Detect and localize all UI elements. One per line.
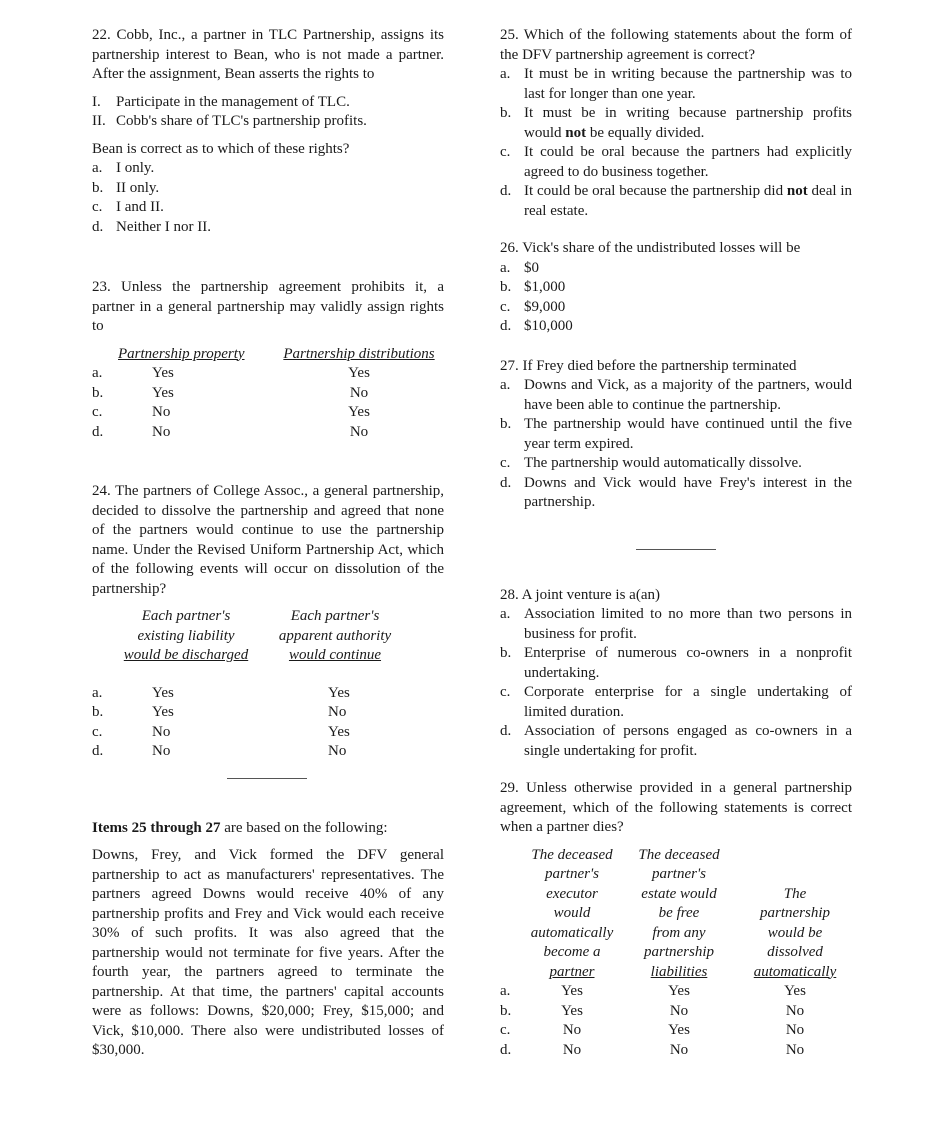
answer-option[interactable]: c. The partnership would automatically dissolve. xyxy=(500,455,802,471)
answer-option[interactable]: d. It could be oral because the partnership did not deal in real estate. xyxy=(500,183,853,219)
items-25-27-passage xyxy=(92,819,444,1061)
answer-option[interactable]: b. II only. xyxy=(92,179,160,196)
table-row[interactable]: c. No Yes xyxy=(92,404,370,420)
table-row[interactable]: a. Yes Yes Yes xyxy=(500,983,806,999)
question-23-stem: 23. Unless the partnership agreement prohibits it, a partner in a general partnership may validly assign rights to xyxy=(92,279,444,334)
table-row[interactable]: b. Yes No xyxy=(92,384,369,401)
question-22-prompt: Bean is correct as to which of these rights? xyxy=(92,140,350,157)
question-27-stem: 27. If Frey died before the partnership terminated xyxy=(500,357,797,374)
question-26-stem: 26. Vick's share of the undistributed losses will be xyxy=(500,240,801,256)
answer-table-23 xyxy=(92,345,444,443)
question-24-stem: 24. The partners of College Assoc., a general partnership, decided to dissolve the partnership and agreed that none of the partners would continue to use the partnership name. Under the Revised Uniform Partnership Act, which of the following events will occur on dissolution of the partnership? xyxy=(92,483,444,597)
column-header: Partnership distributions xyxy=(283,345,435,362)
table-row[interactable]: b. Yes No xyxy=(92,704,347,720)
table-row[interactable]: a. Yes Yes xyxy=(92,684,350,701)
answer-option[interactable]: a. $0 xyxy=(500,259,539,276)
answer-option[interactable]: c. It could be oral because the partners had explicitly agreed to do business together. xyxy=(500,144,852,180)
answer-option[interactable]: d. $10,000 xyxy=(500,318,573,334)
question-22-stem: 22. Cobb, Inc., a partner in TLC Partnership, assigns its partnership interest to Bean, who is not made a partner. After the assignment, Bean asserts the rights to xyxy=(92,27,444,82)
question-23 xyxy=(92,278,444,442)
table-row[interactable]: d. No No xyxy=(92,743,347,759)
question-28 xyxy=(500,586,852,762)
answer-option[interactable]: b. $1,000 xyxy=(500,279,566,295)
question-27 xyxy=(500,357,852,513)
question-25-stem: 25. Which of the following statements about the form of the DFV partnership agreement is correct? xyxy=(500,27,852,63)
passage-text: Downs, Frey, and Vick formed the DFV general partnership to act as manufacturers' representatives. The partners agreed Downs would receive 40% of any partnership profits and Frey and Vick would each receive 30% of such profits. It was also agreed that the partnership would not terminate for five years. After the fourth year, the partners agreed to terminate the partnership. At that time, the partners' capital accounts were as follows: Downs, $20,000; Frey, $15,000; and Vick, $10,000. There also were undistributed losses of $30,000. xyxy=(92,847,444,1058)
question-24 xyxy=(92,482,444,762)
question-26 xyxy=(500,239,852,337)
answer-table-29 xyxy=(500,846,852,1061)
table-row[interactable]: d. No No No xyxy=(500,1041,805,1058)
left-column xyxy=(92,26,444,1061)
answer-option[interactable]: c. I and II. xyxy=(92,199,164,215)
answer-option[interactable]: c. $9,000 xyxy=(500,298,566,315)
answer-option[interactable]: a. Association limited to no more than two persons in business for profit. xyxy=(500,606,852,642)
column-header: Partnership property xyxy=(118,345,245,362)
roman-item: II. Cobb's share of TLC's partnership profits. xyxy=(92,113,367,129)
table-row[interactable]: d. No No xyxy=(92,423,369,440)
table-row[interactable]: c. No Yes xyxy=(92,723,350,740)
passage-heading: Items 25 through 27 are based on the following: xyxy=(92,819,388,836)
answer-option[interactable]: a. Downs and Vick, as a majority of the partners, would have been able to continue the partnership. xyxy=(500,377,852,413)
column-header: The partnership would be dissolved automatically xyxy=(753,885,837,980)
answer-option[interactable]: d. Association of persons engaged as co-owners in a single undertaking for profit. xyxy=(500,723,852,759)
answer-option[interactable]: d. Downs and Vick would have Frey's interest in the partnership. xyxy=(500,474,852,510)
column-header: The deceased partner's executor would automatically become a partner xyxy=(530,846,614,980)
column-header: Each partner's existing liability would be discharged xyxy=(123,608,249,663)
answer-option[interactable]: d. Neither I nor II. xyxy=(92,218,211,235)
answer-table-24 xyxy=(92,684,444,762)
question-22 xyxy=(92,26,444,237)
column-header: The deceased partner's estate would be free from any partnership liabilities xyxy=(638,846,720,980)
question-28-stem: 28. A joint venture is a(an) xyxy=(500,586,660,603)
question-29 xyxy=(500,779,852,1060)
table-row[interactable]: a. Yes Yes xyxy=(92,365,370,381)
roman-item: I. Participate in the management of TLC. xyxy=(92,93,350,110)
answer-option[interactable]: b. The partnership would have continued until the five year term expired. xyxy=(500,416,852,452)
question-29-stem: 29. Unless otherwise provided in a general partnership agreement, which of the following statements is correct when a partner dies? xyxy=(500,780,852,835)
answer-option[interactable]: b. It must be in writing because partnership profits would not be equally divided. xyxy=(500,105,852,141)
answer-table-24-header xyxy=(92,607,444,666)
right-column xyxy=(500,26,852,1060)
answer-option[interactable]: a. I only. xyxy=(92,160,155,176)
question-25 xyxy=(500,26,852,221)
answer-option[interactable]: a. It must be in writing because the partnership was to last for longer than one year. xyxy=(500,66,852,102)
table-row[interactable]: c. No Yes No xyxy=(500,1022,805,1038)
answer-option[interactable]: c. Corporate enterprise for a single undertaking of limited duration. xyxy=(500,684,852,720)
table-row[interactable]: b. Yes No No xyxy=(500,1002,805,1019)
column-header: Each partner's apparent authority would continue xyxy=(278,608,392,663)
answer-option[interactable]: b. Enterprise of numerous co-owners in a nonprofit undertaking. xyxy=(500,645,852,681)
